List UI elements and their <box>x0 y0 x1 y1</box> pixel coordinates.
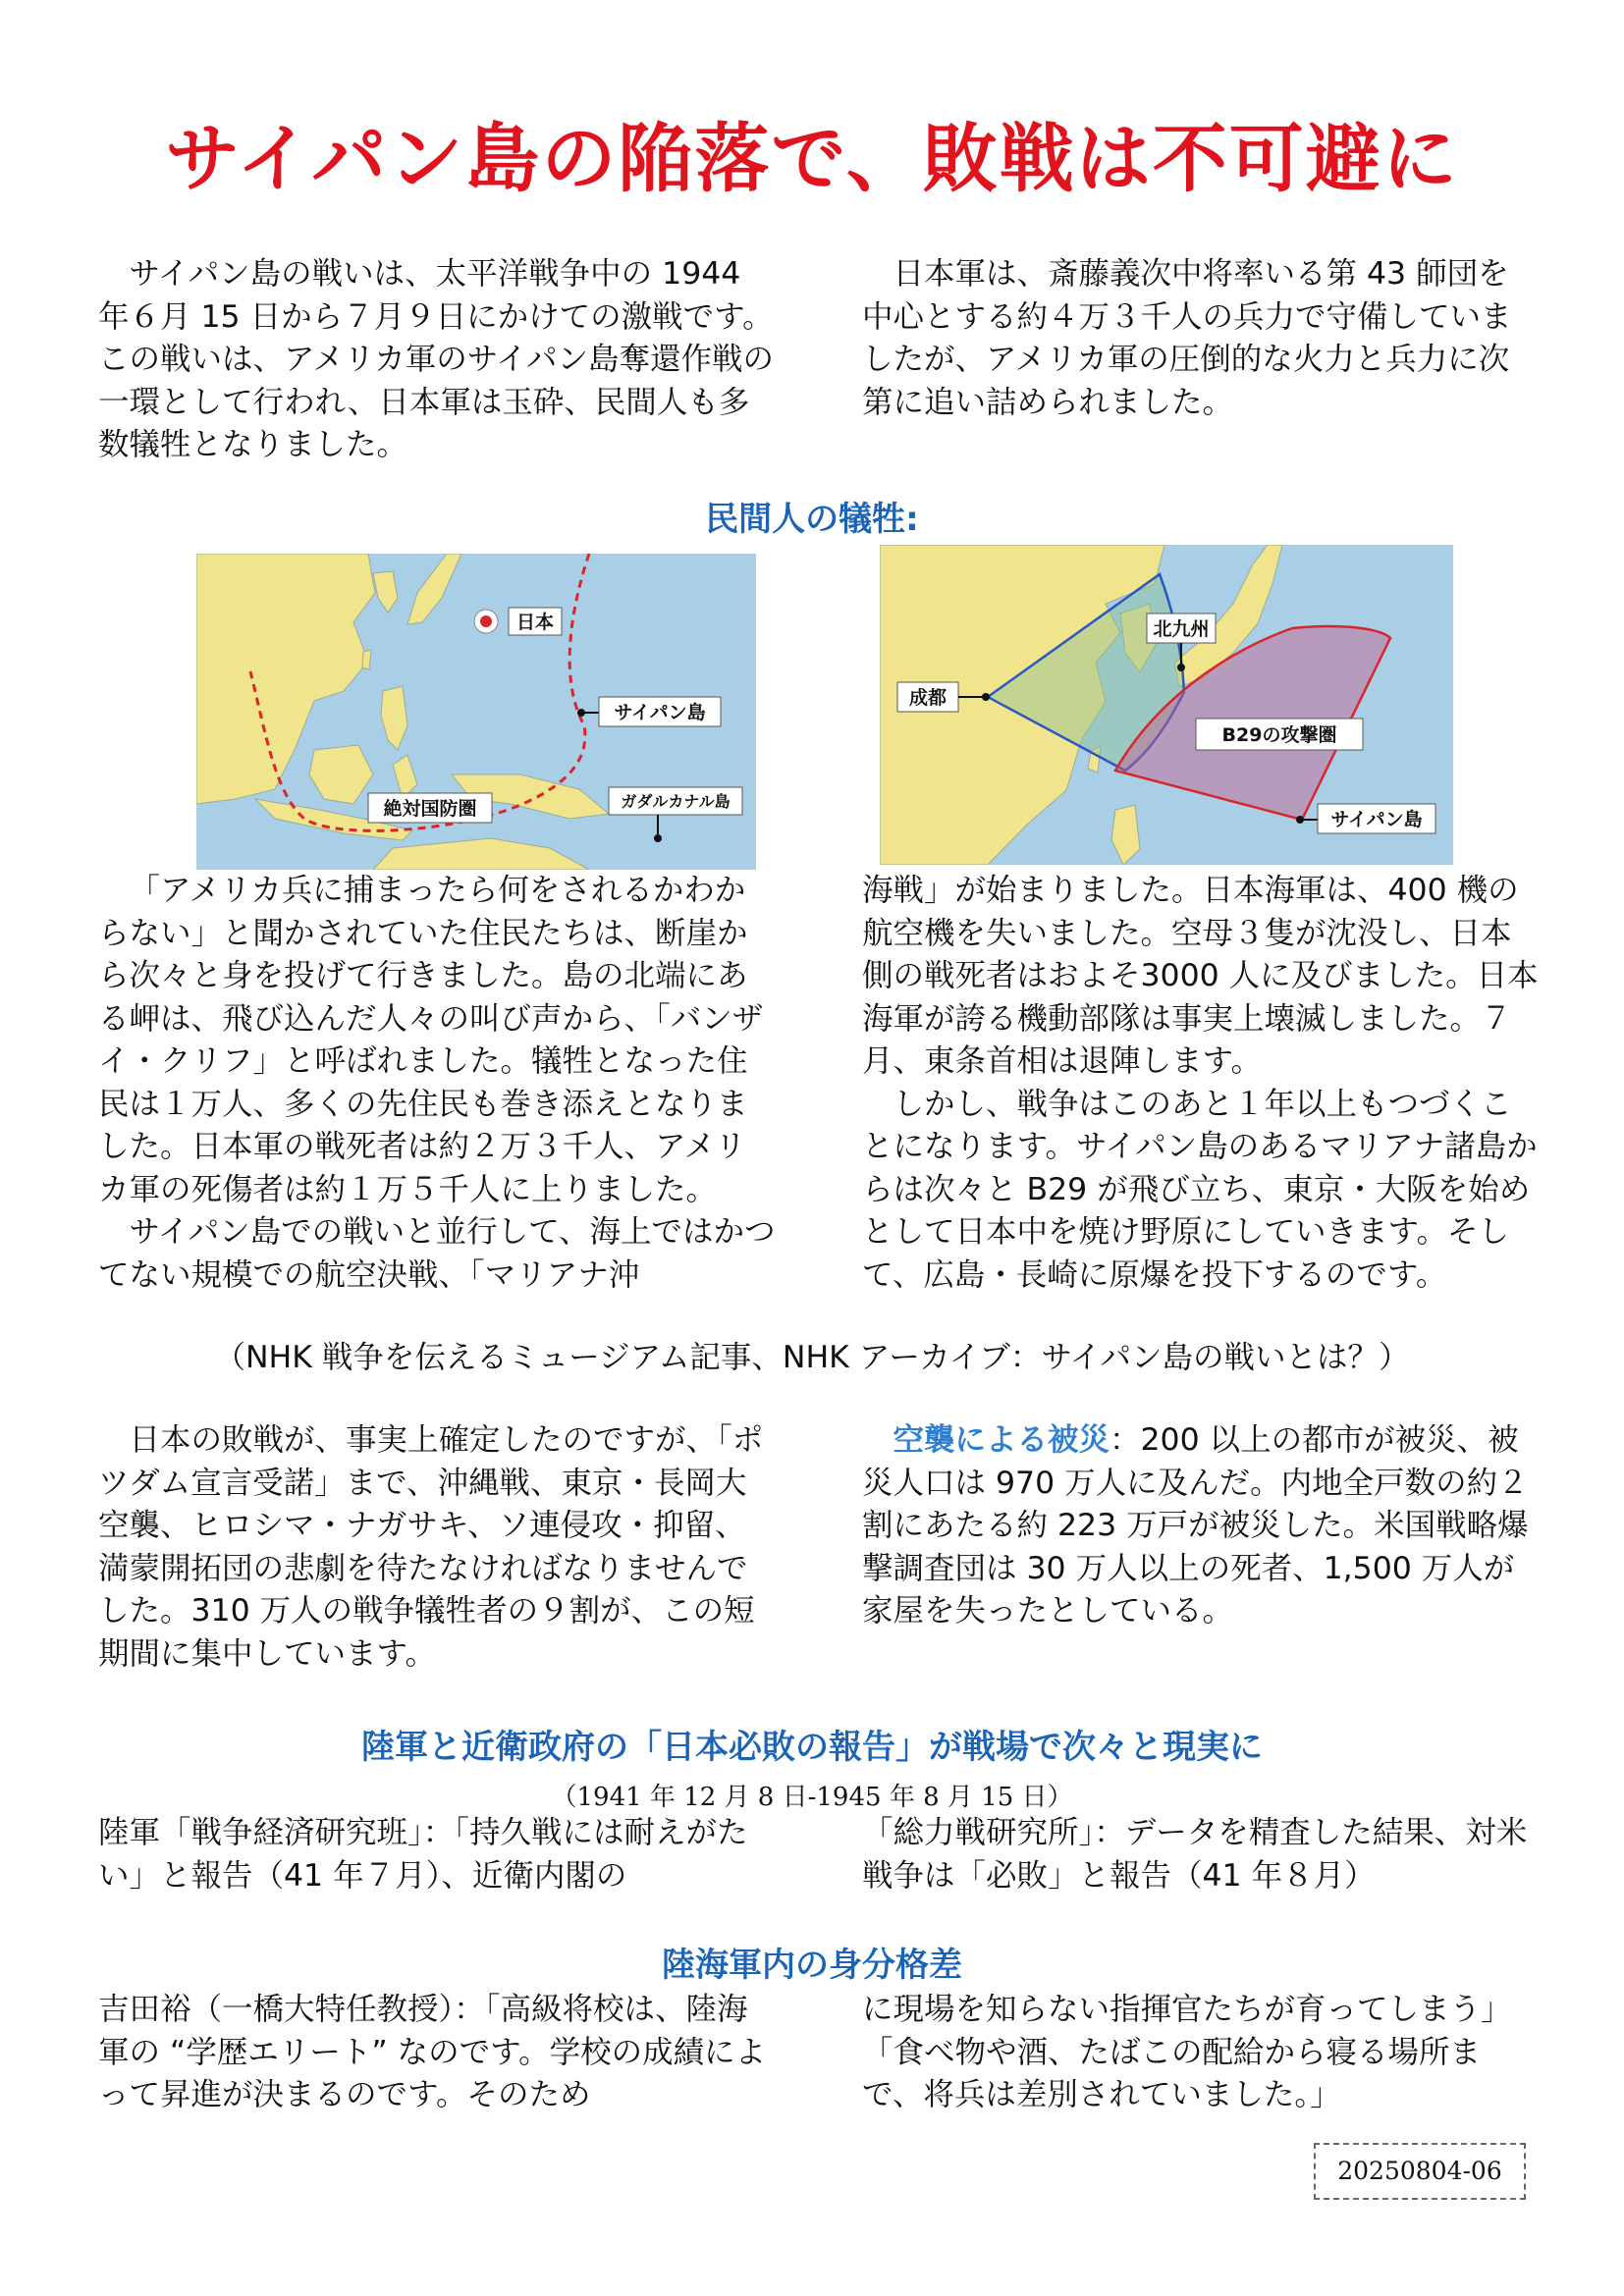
map2-label-saipan: サイパン島 <box>1330 809 1423 830</box>
section-heading-rank-disparity: 陸海軍内の身分格差 <box>662 1946 962 1985</box>
document-id: 20250804-06 <box>1314 2143 1526 2200</box>
civilians-left-column <box>98 870 776 1297</box>
disparity-right-text: に現場を知らない指揮官たちが育ってしまう」「食べ物や酒、たばこの配給から寝る場所まで、将兵は差別されていました。」 <box>862 1992 1512 2112</box>
civilians-right-p2: しかし、戦争はこのあと１年以上もつづくことになります。サイパン島のあるマリアナ諸島からは次々と B29 が飛び立ち、東京・大阪を始めとして日本中を焼け野原にしていきます。そして、広島・長崎に原爆を投下するのです。 <box>862 1086 1538 1293</box>
air-raid-text: ：200 以上の都市が被災、被災人口は 970 万人に及んだ。内地全戸数の約２割にあたる約 223 万戸が被災した。米国戦略爆撃調査団は 30 万人以上の死者、1,500 万人が家屋を失ったとしている。 <box>862 1422 1529 1629</box>
map-absolute-defense-zone <box>196 554 756 870</box>
intro-right-text: 日本軍は、斎藤義次中将率いる第 43 師団を中心とする約４万３千人の兵力で守備していましたが、アメリカ軍の圧倒的な火力と兵力に次第に追い詰められました。 <box>862 256 1512 420</box>
map1-label-japan: 日本 <box>515 612 555 633</box>
civilians-right-p1: 海戦」が始まりました。日本海軍は、400 機の航空機を失いました。空母３隻が沈没し、日本側の戦死者はおよそ3000 人に及びました。日本海軍が誇る機動部隊は事実上壊滅しました。７月、東条首相は退陣します。 <box>862 873 1539 1079</box>
intro-left-text: サイパン島の戦いは、太平洋戦争中の 1944 年６月 15 日から７月９日にかけての激戦です。この戦いは、アメリカ軍のサイパン島奪還作戦の一環として行われ、日本軍は玉砕、民間人も多数犠牲となりました。 <box>98 256 774 462</box>
report-left-text: 陸軍「戦争経済研究班」：「持久戦には耐えがたい」と報告（41 年７月）、近衛内閣の <box>98 1815 748 1894</box>
defeat-right-text <box>862 1419 1540 1633</box>
section-heading-civilians: 民間人の犠牲: <box>705 500 919 539</box>
map2-label-chengdu: 成都 <box>908 687 947 709</box>
civilians-left-p1: 「アメリカ兵に捕まったら何をされるかわからない」と聞かされていた住民たちは、断崖から次々と身を投げて行きました。島の北端にある岬は、飛び込んだ人々の叫び声から、「バンザイ・クリフ」と呼ばれました。犠牲となった住民は１万人、多くの先住民も巻き添えとなりました。日本軍の戦死者は約２万３千人、アメリカ軍の死傷者は約１万５千人に上りました。 <box>98 873 764 1207</box>
source-citation: （NHK 戦争を伝えるミュージアム記事、NHK アーカイブ：サイパン島の戦いとは？） <box>214 1340 1410 1375</box>
page-title: サイパン島の陥落で、敗戦は不可避に <box>165 115 1459 202</box>
map1-label-guadalcanal: ガダルカナル島 <box>621 792 731 811</box>
map2-label-kitakyushu: 北九州 <box>1153 618 1210 640</box>
map1-label-defense-zone: 絶対国防圏 <box>383 798 477 820</box>
map-b29-range <box>880 545 1453 865</box>
defeat-left-text: 日本の敗戦が、事実上確定したのですが、「ポツダム宣言受諾」まで、沖縄戦、東京・長岡大空襲、ヒロシマ・ナガサキ、ソ連侵攻・抑留、満蒙開拓団の悲劇を待たなければなりませんでした。310 万人の戦争犠牲者の９割が、この短期間に集中しています。 <box>98 1422 764 1672</box>
report-dates: （1941 年 12 月 8 日-1945 年 8 月 15 日） <box>551 1783 1073 1812</box>
map2-label-b29-range: B29の攻撃圏 <box>1221 724 1337 746</box>
air-raid-label: 空襲による被災 <box>893 1422 1110 1458</box>
civilians-right-column <box>862 870 1540 1297</box>
report-right-text: 「総力戦研究所」：データを精査した結果、対米戦争は「必敗」と報告（41 年８月） <box>862 1815 1528 1894</box>
civilians-left-p2: サイパン島での戦いと並行して、海上ではかつてない規模での航空決戦、「マリアナ沖 <box>98 1214 776 1293</box>
section-heading-defeat-report: 陸軍と近衛政府の「日本必敗の報告」が戦場で次々と現実に <box>361 1728 1263 1767</box>
map1-label-saipan: サイパン島 <box>614 702 706 723</box>
disparity-left-text: 吉田裕（一橋大特任教授）：「高級将校は、陸海軍の “学歴エリート” なのです。学校の成績によって昇進が決まるのです。そのため <box>98 1992 767 2112</box>
